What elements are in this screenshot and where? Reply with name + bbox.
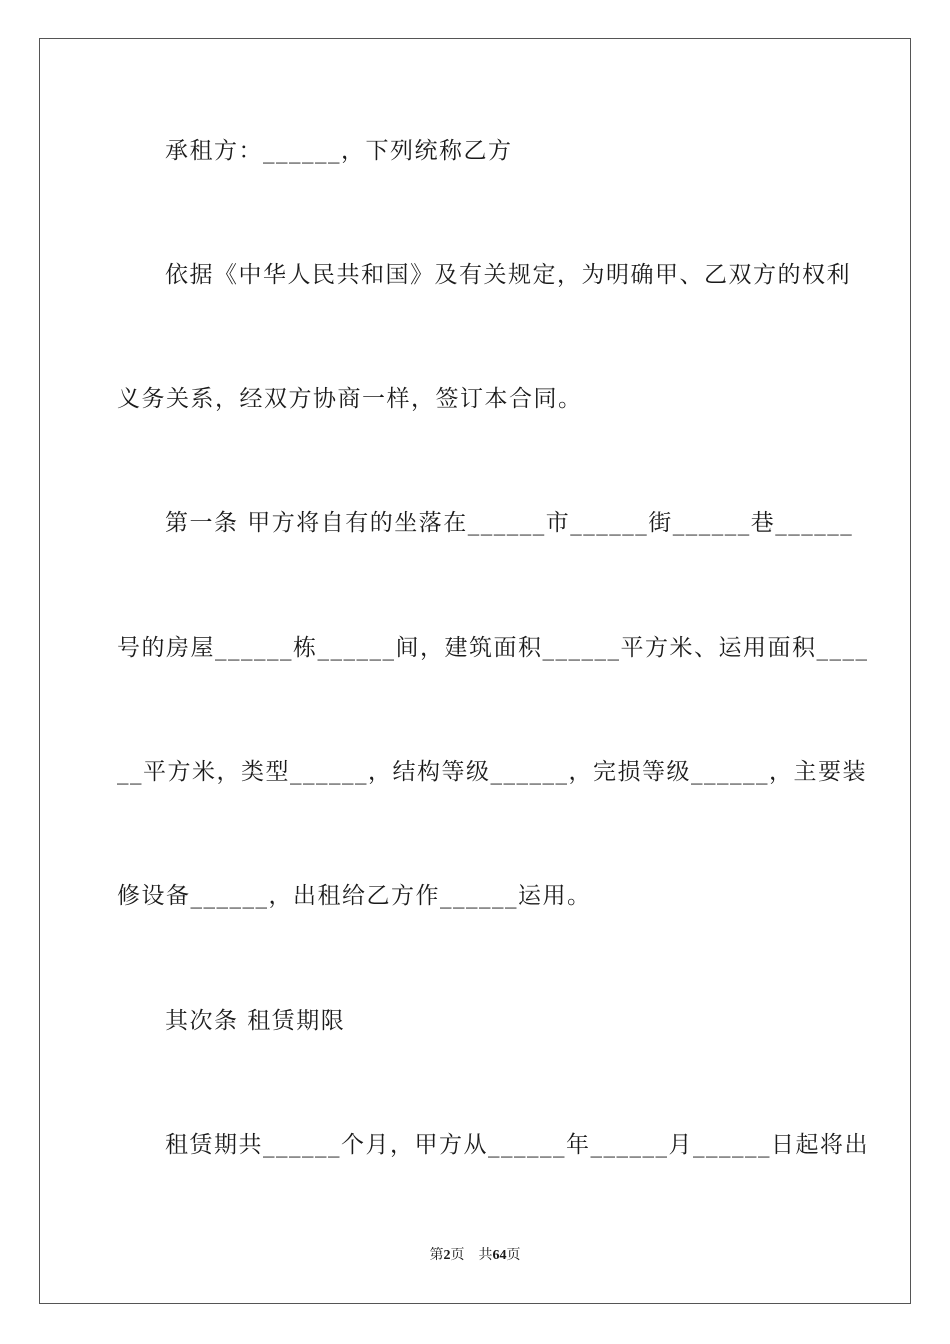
footer-total-prefix: 共 (478, 1248, 493, 1263)
text-line-house-area: 号的房屋______栋______间，建筑面积______平方米、运用面积____ (117, 635, 869, 661)
text-line-equipment: 修设备______，出租给乙方作______运用。 (117, 883, 592, 909)
footer-page-suffix: 页 (450, 1248, 465, 1263)
footer-current-page: 2 (443, 1248, 451, 1263)
page-frame (39, 38, 911, 1304)
text-line-basis: 依据《中华人民共和国》及有关规定，为明确甲、乙双方的权利 (165, 262, 851, 288)
text-line-article-one: 第一条 甲方将自有的坐落在______市______街______巷______ (165, 510, 854, 536)
text-line-article-two-heading: 其次条 租赁期限 (165, 1008, 346, 1034)
footer-total-suffix: 页 (506, 1248, 521, 1263)
text-line-grade: __平方米，类型______，结构等级______，完损等级______，主要装 (117, 759, 867, 785)
page-footer (0, 1246, 950, 1266)
text-line-lessee: 承租方：______，下列统称乙方 (165, 138, 513, 164)
text-line-lease-term: 租赁期共______个月，甲方从______年______月______日起将出 (165, 1132, 869, 1158)
footer-page-prefix: 第 (429, 1248, 444, 1263)
footer-total-pages: 64 (492, 1248, 507, 1263)
text-line-obligations: 义务关系，经双方协商一样，签订本合同。 (117, 386, 583, 412)
